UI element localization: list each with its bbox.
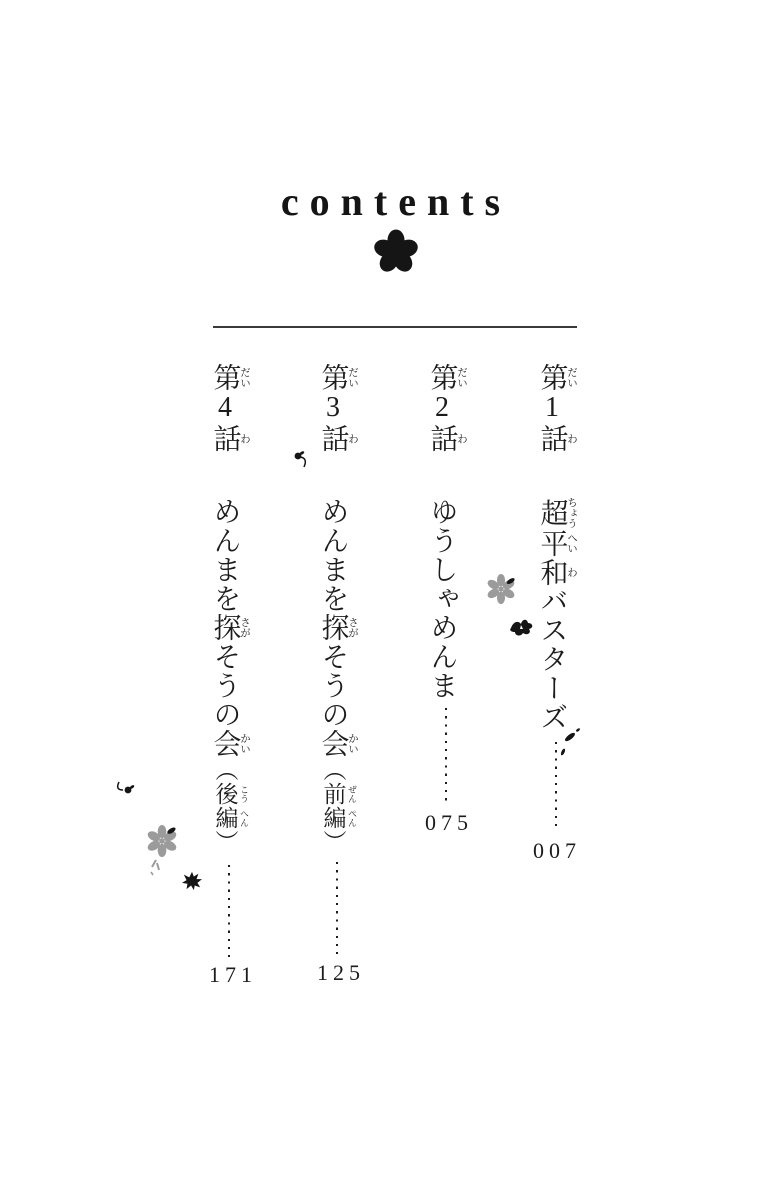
text-with-furigana: 後 こう	[212, 782, 249, 806]
dotted-leader	[445, 708, 447, 804]
chapter-column-4	[204, 363, 250, 854]
dotted-leader	[228, 865, 230, 957]
sakura-flower-icon	[372, 228, 420, 276]
chapter-gap	[551, 453, 552, 497]
text-with-furigana: 第だい	[426, 363, 467, 392]
text-with-furigana: 話わ	[317, 424, 358, 453]
chapter-column-2	[421, 363, 467, 700]
page-number: 007	[533, 838, 581, 863]
text-run: 1	[536, 392, 568, 424]
text-run: 3	[317, 392, 349, 424]
chapter-gap	[332, 453, 333, 497]
header-divider	[213, 326, 577, 328]
text-run: （	[320, 758, 346, 782]
chapter-number	[536, 363, 577, 453]
flower-bud-icon	[290, 448, 310, 470]
text-run: めんまを	[317, 497, 349, 613]
text-run: そうの	[317, 642, 349, 729]
gray-flower-icon	[146, 825, 178, 857]
text-with-furigana: 第だい	[536, 363, 577, 392]
chapter-title	[209, 497, 250, 854]
text-with-furigana: 話わ	[536, 424, 577, 453]
text-run: （	[212, 758, 238, 782]
text-run: ）	[320, 830, 346, 854]
text-with-furigana: 探さが	[209, 613, 250, 642]
text-with-furigana: 編 へん	[212, 806, 249, 830]
dotted-leader	[336, 862, 338, 954]
text-run: めんまを	[209, 497, 241, 613]
text-with-furigana: 話わ	[209, 424, 250, 453]
chapter-title	[317, 497, 358, 854]
leaf-sprig-icon	[509, 617, 535, 637]
text-with-furigana: 会かい	[317, 729, 358, 758]
maple-leaf-icon	[181, 871, 203, 891]
chapter-title	[427, 497, 458, 700]
text-run: バスターズ	[536, 586, 568, 732]
chapter-number	[209, 363, 250, 453]
falling-petals-icon	[556, 725, 584, 765]
text-with-furigana: 探さが	[317, 613, 358, 642]
page-title: contents	[280, 179, 512, 224]
text-with-furigana: 前 ぜん	[320, 782, 357, 806]
chapter-number	[426, 363, 467, 453]
text-with-furigana: 第だい	[209, 363, 250, 392]
page-number: 171	[209, 962, 257, 987]
text-with-furigana: 第だい	[317, 363, 358, 392]
text-with-furigana: 編 ぺん	[320, 806, 357, 830]
page-number: 075	[425, 810, 473, 835]
chapter-number	[317, 363, 358, 453]
chapter-gap	[224, 453, 225, 497]
text-run: そうの	[209, 642, 241, 729]
text-run: ）	[212, 830, 238, 854]
chapter-column-3	[312, 363, 358, 854]
text-with-furigana: 平へい	[536, 528, 577, 558]
text-run: 2	[426, 392, 458, 424]
text-with-furigana: 超ちょう	[536, 497, 577, 529]
grass-marks-icon	[149, 858, 163, 876]
text-run: 4	[209, 392, 241, 424]
text-with-furigana: 話わ	[426, 424, 467, 453]
chapter-gap	[441, 453, 442, 497]
chapter-column-1	[531, 363, 577, 732]
text-with-furigana: 会かい	[209, 729, 250, 758]
gray-flower-icon	[486, 574, 516, 604]
page-number: 125	[317, 960, 365, 985]
flower-bud-icon	[115, 778, 137, 798]
chapter-title	[536, 497, 577, 732]
text-with-furigana: 和わ	[536, 557, 577, 587]
text-run: ゆうしゃめんま	[426, 497, 458, 700]
